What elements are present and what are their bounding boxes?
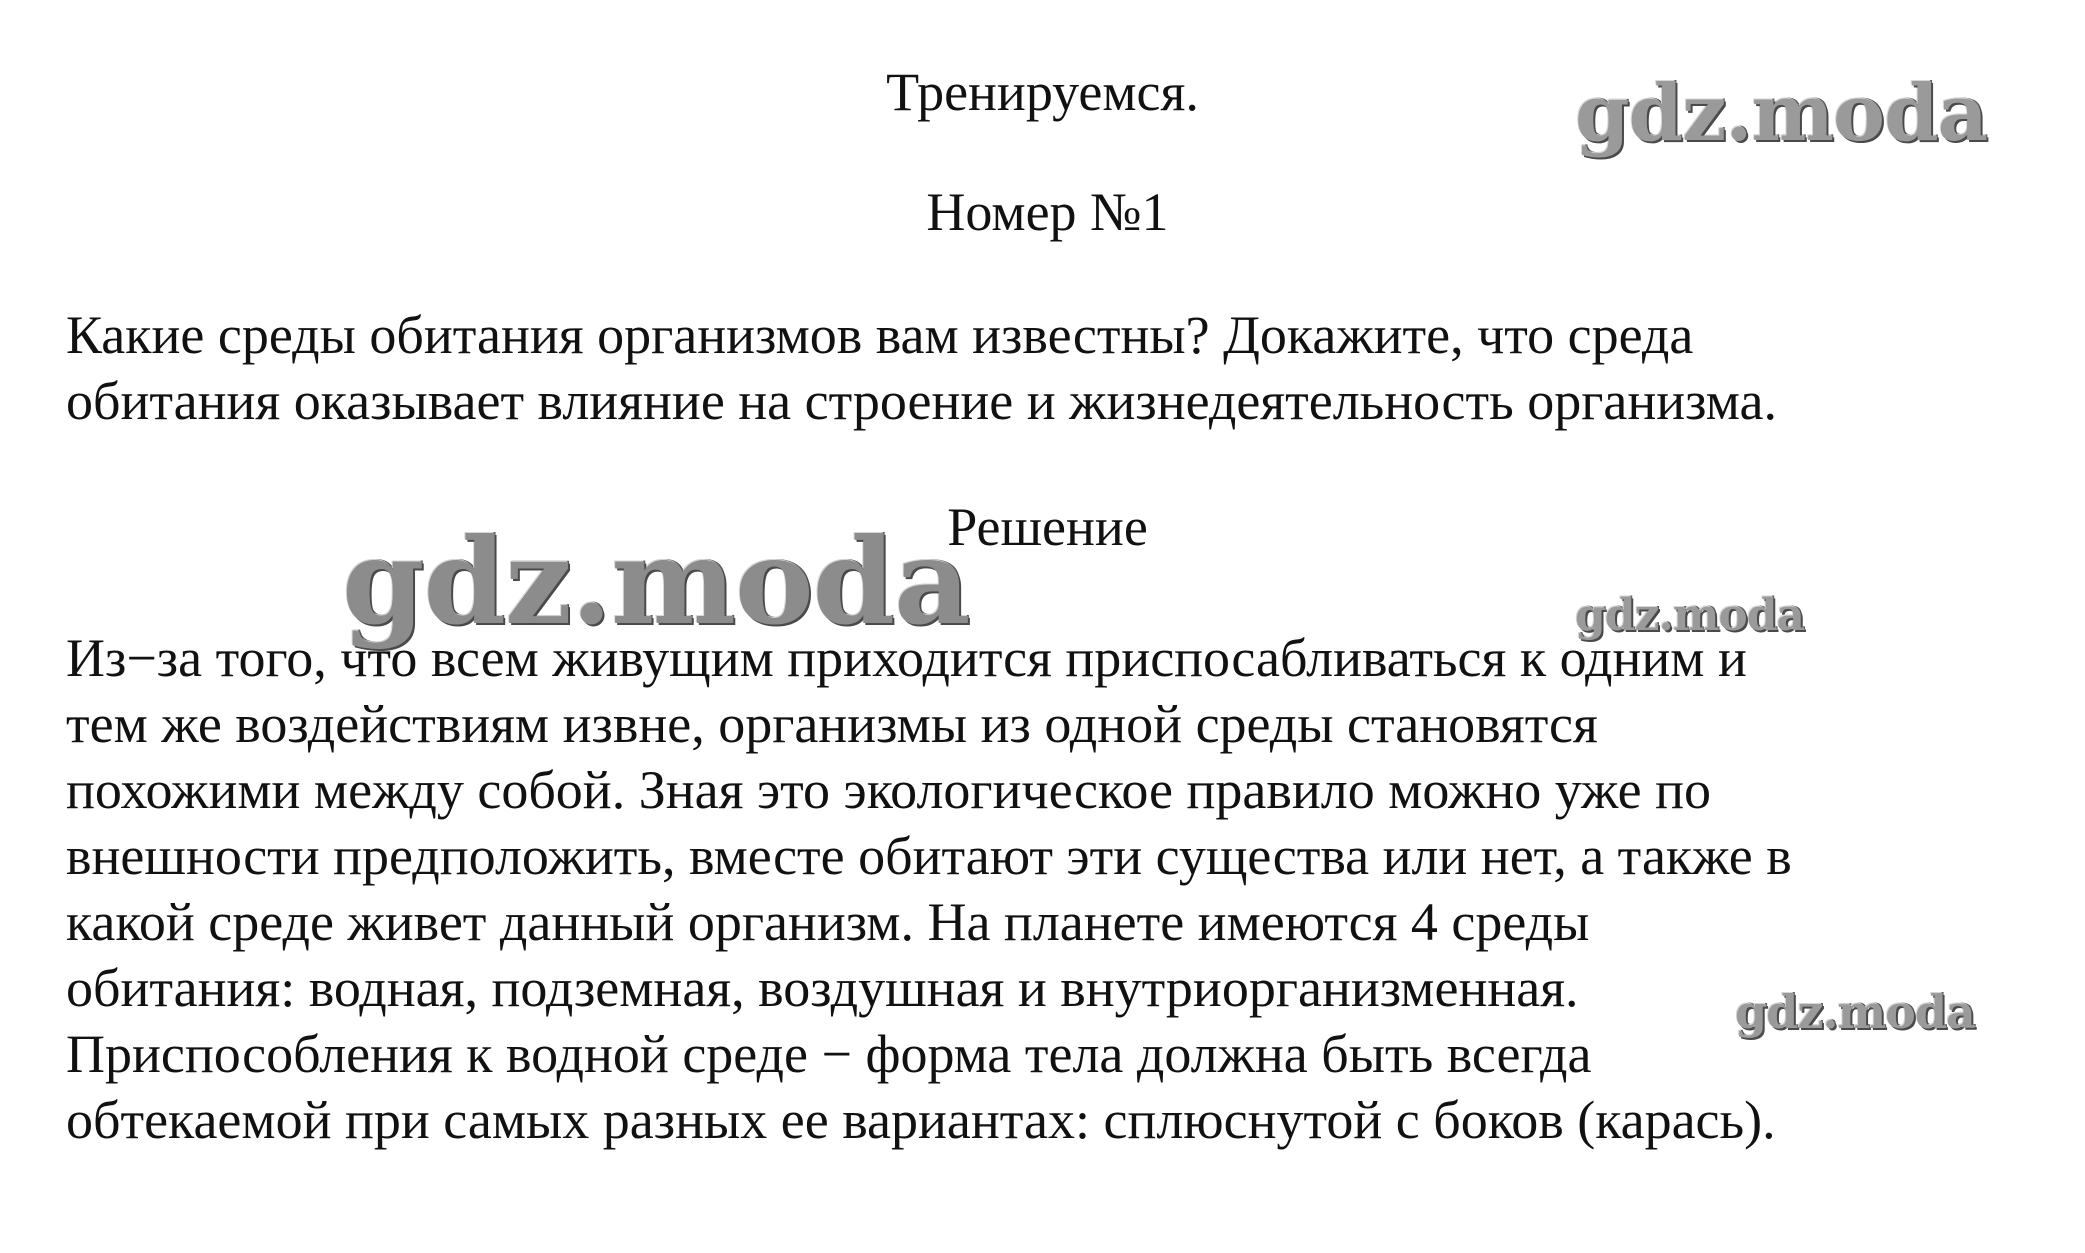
question-line: обитания оказывает влияние на строение и жизнедеятельность организма. — [66, 371, 1777, 431]
answer-line: Приспособления к водной среде − форма тела должна быть всегда — [66, 1024, 1592, 1084]
answer-line: обтекаемой при самых разных ее вариантах: сплюснутой с боков (карась). — [66, 1090, 1776, 1150]
answer-line: внешности предположить, вместе обитают эти существа или нет, а также в — [66, 826, 1792, 886]
watermark-logo: gdz.moda — [1735, 985, 1975, 1039]
solution-heading: Решение — [947, 497, 1148, 557]
page-title: Тренируемся. — [886, 62, 1199, 122]
answer-line: тем же воздействиям извне, организмы из одной среды становятся — [66, 694, 1598, 754]
answer-line: похожими между собой. Зная это экологическое правило можно уже по — [66, 760, 1712, 820]
watermark-logo: gdz.moda — [1575, 590, 1805, 641]
task-number: Номер №1 — [926, 182, 1169, 242]
watermark-logo: gdz.moda — [1575, 68, 1988, 159]
watermark-logo: gdz.moda — [342, 512, 970, 651]
answer-text — [66, 625, 2046, 1153]
answer-line: обитания: водная, подземная, воздушная и внутриорганизменная. — [66, 958, 1579, 1018]
question-text — [66, 302, 2046, 434]
answer-line: Из−за того, что всем живущим приходится приспосабливаться к одним и — [66, 628, 1747, 688]
answer-line: какой среде живет данный организм. На планете имеются 4 среды — [66, 892, 1590, 952]
question-line: Какие среды обитания организмов вам известны? Докажите, что среда — [66, 305, 1694, 365]
